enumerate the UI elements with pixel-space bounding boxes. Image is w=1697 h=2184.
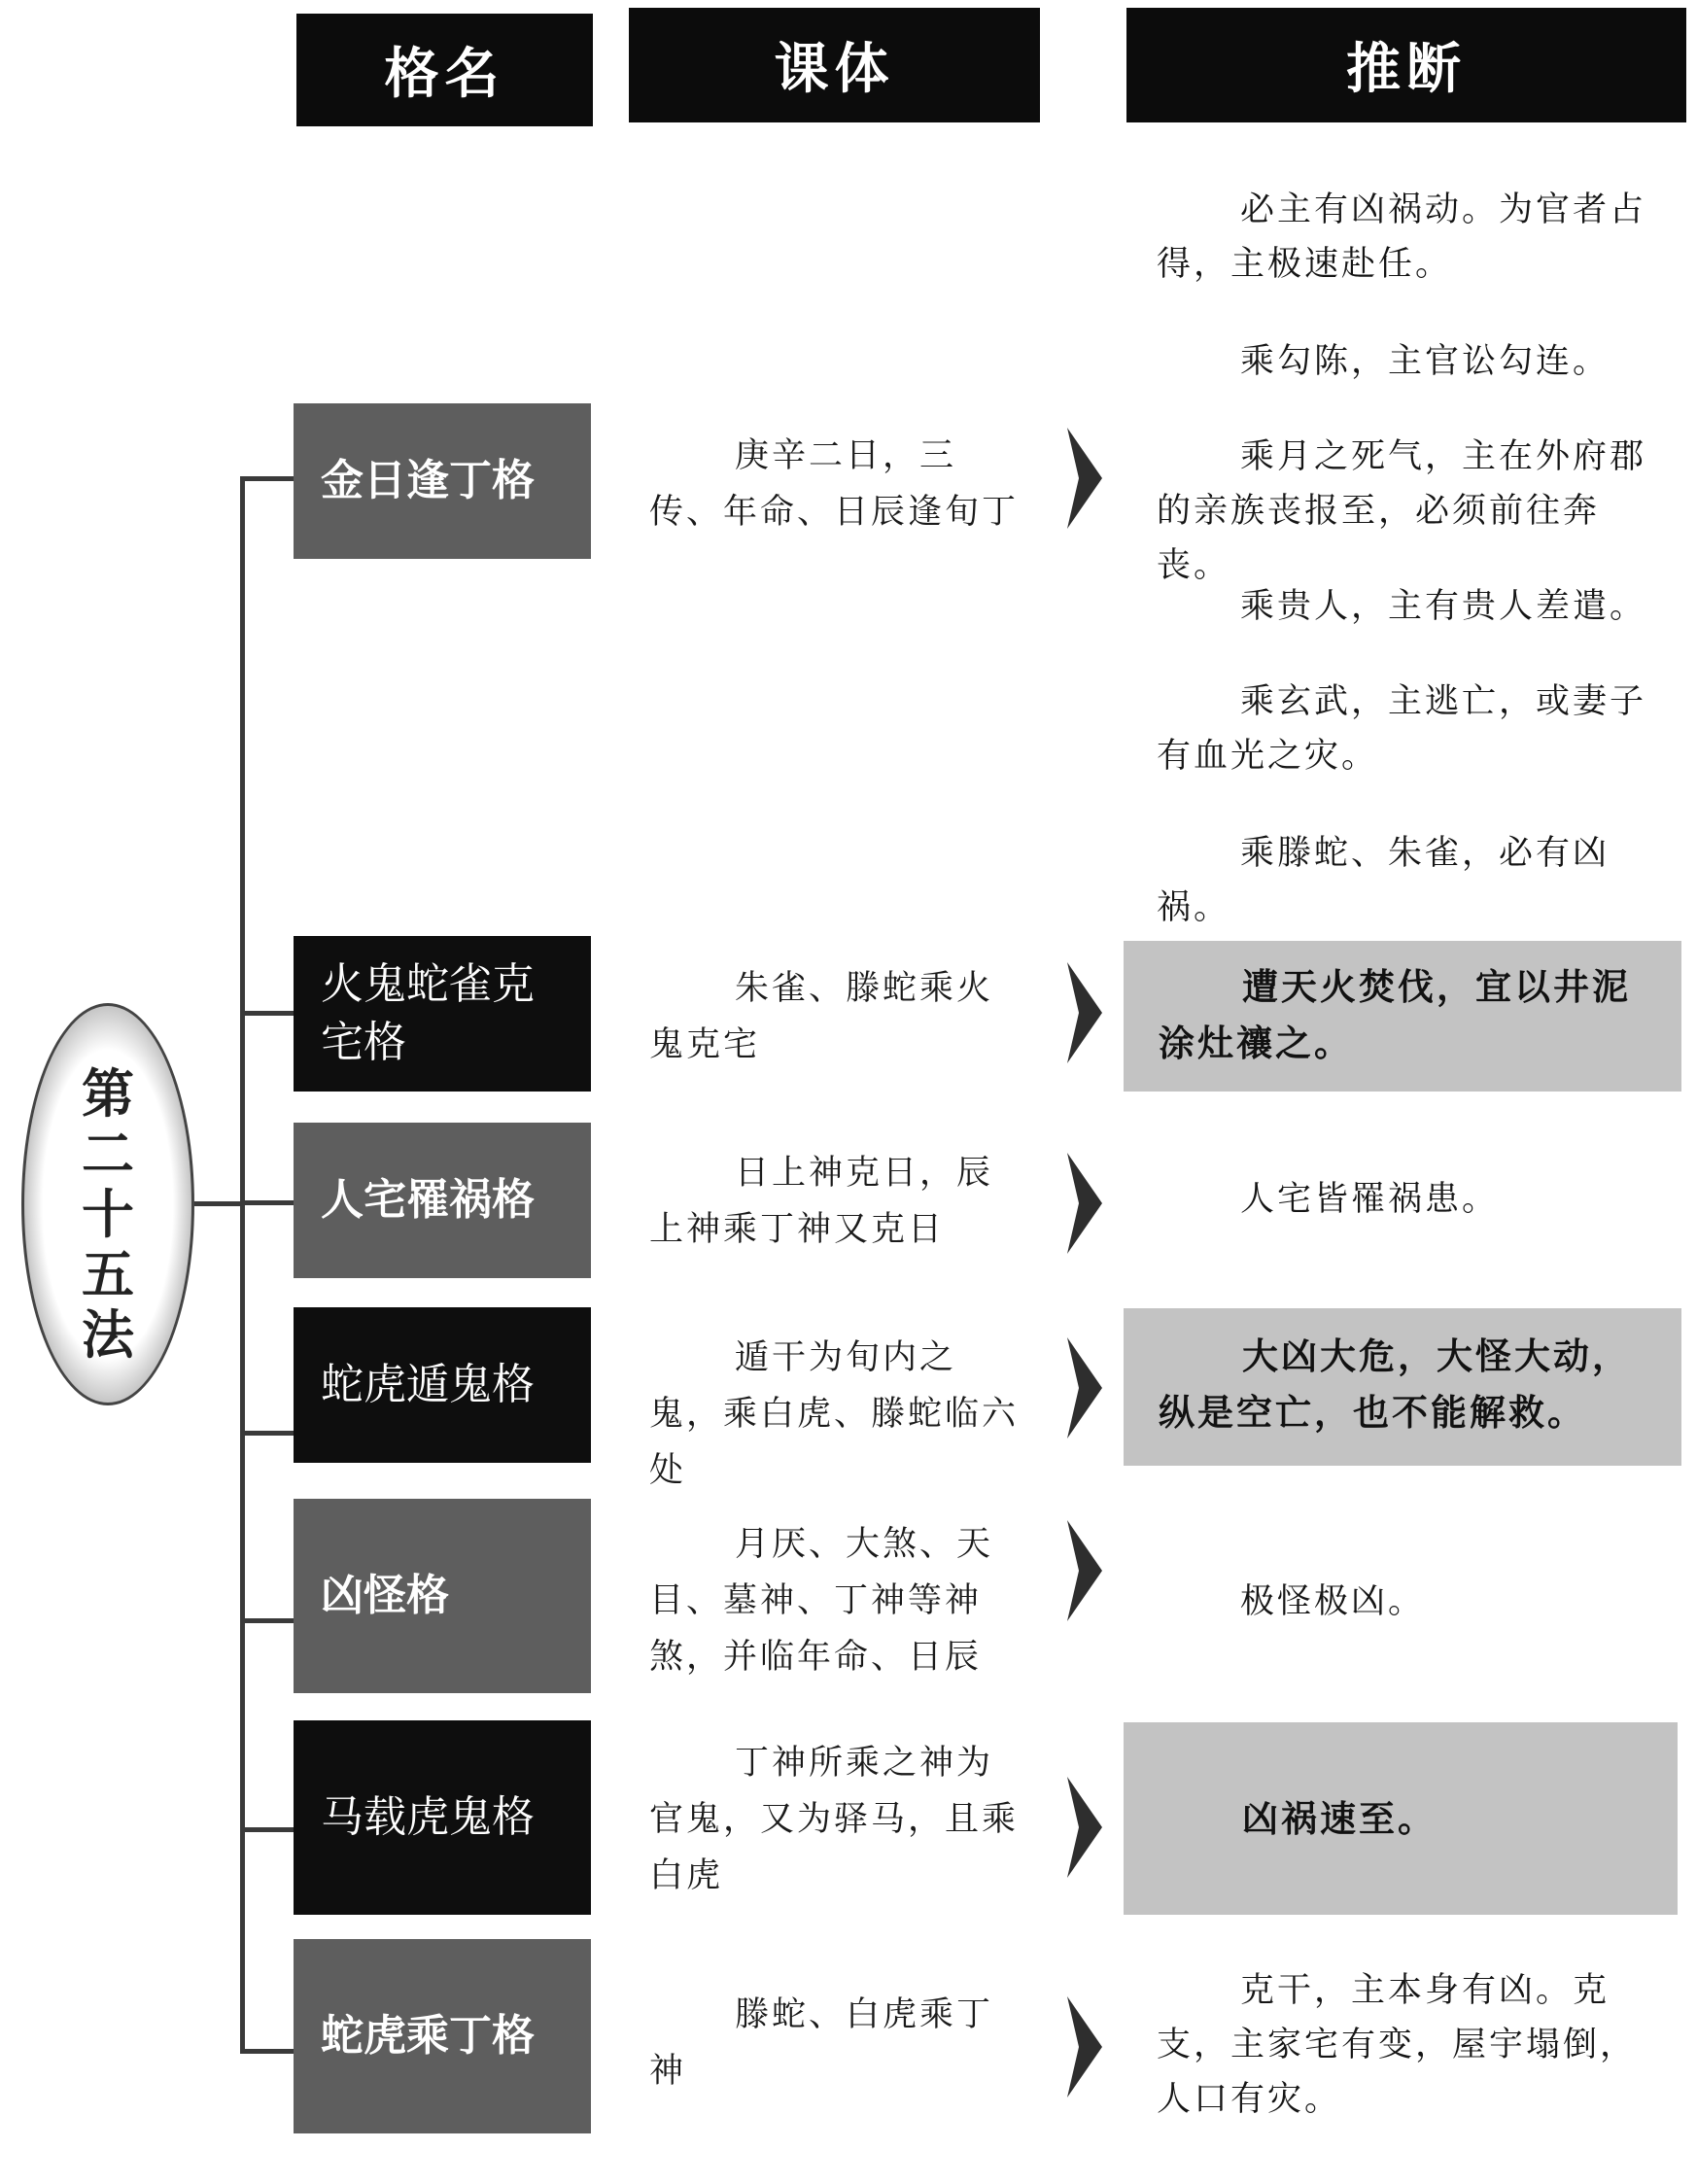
row-3-arrow-icon xyxy=(1065,1153,1104,1254)
method-oval xyxy=(21,1003,194,1405)
tree-branch-4 xyxy=(240,1431,296,1436)
row-3-name: 人宅罹祸格 xyxy=(294,1123,591,1278)
row-2-name: 火鬼蛇雀克宅格 xyxy=(294,936,591,1092)
row-1-inference-2: 乘勾陈，主官讼勾连。 xyxy=(1240,342,1610,381)
row-1-inference-6: 乘滕蛇、朱雀，必有凶祸。 xyxy=(1157,834,1610,927)
tree-branch-3 xyxy=(240,1200,296,1205)
column-header-inference: 推断 xyxy=(1126,8,1686,122)
method-label: 第 二 十 五 法 xyxy=(82,1063,134,1366)
row-5-inference: 极怪极凶。 xyxy=(1240,1582,1426,1621)
tree-trunk-line xyxy=(240,476,245,2051)
column-header-name: 格名 xyxy=(296,14,593,126)
row-4-name: 蛇虎遁鬼格 xyxy=(294,1307,591,1463)
row-7-arrow-icon xyxy=(1065,1996,1104,2097)
row-1-inference-5: 乘玄武，主逃亡，或妻子有血光之灾。 xyxy=(1157,682,1647,776)
row-5-body: 月厌、大煞、天目、墓神、丁神等神煞，并临年命、日辰 xyxy=(649,1525,994,1677)
row-1-arrow-icon xyxy=(1065,428,1104,529)
row-4-arrow-icon xyxy=(1065,1337,1104,1439)
row-2-arrow-icon xyxy=(1065,962,1104,1063)
row-5-arrow-icon xyxy=(1065,1520,1104,1621)
tree-branch-5 xyxy=(240,1618,296,1623)
row-6-arrow-icon xyxy=(1065,1777,1104,1878)
row-4-inference: 大凶大危，大怪大动，纵是空亡，也不能解救。 xyxy=(1159,1335,1631,1434)
row-5-name: 凶怪格 xyxy=(294,1499,591,1693)
row-6-name: 马载虎鬼格 xyxy=(294,1720,591,1915)
row-7-name: 蛇虎乘丁格 xyxy=(294,1939,591,2133)
row-1-name: 金日逢丁格 xyxy=(294,403,591,559)
row-3-body: 日上神克日，辰上神乘丁神又克日 xyxy=(649,1154,994,1249)
row-6-inference: 凶祸速至。 xyxy=(1242,1797,1437,1840)
row-1-body: 庚辛二日，三传、年命、日辰逢旬丁 xyxy=(649,436,1020,532)
row-7-inference: 克干，主本身有凶。克支，主家宅有变，屋宇塌倒，人口有灾。 xyxy=(1157,1971,1638,2119)
column-header-body: 课体 xyxy=(629,8,1040,122)
row-4-body: 遁干为旬内之鬼，乘白虎、滕蛇临六处 xyxy=(649,1338,1020,1490)
row-1-inference-4: 乘贵人，主有贵人差遣。 xyxy=(1240,587,1647,626)
row-3-inference: 人宅皆罹祸患。 xyxy=(1240,1180,1500,1219)
tree-center-link xyxy=(194,1201,243,1206)
row-2-body: 朱雀、滕蛇乘火鬼克宅 xyxy=(649,969,994,1064)
tree-branch-2 xyxy=(240,1011,296,1016)
row-1-inference-1: 必主有凶祸动。为官者占得，主极速赴任。 xyxy=(1157,191,1647,284)
row-2-inference: 遭天火焚伐，宜以井泥涂灶禳之。 xyxy=(1159,965,1631,1064)
row-6-body: 丁神所乘之神为官鬼，又为驿马，且乘白虎 xyxy=(649,1744,1020,1895)
row-7-body: 滕蛇、白虎乘丁神 xyxy=(649,1995,994,2091)
tree-branch-6 xyxy=(240,1827,296,1832)
row-1-inference-3: 乘月之死气，主在外府郡的亲族丧报至，必须前往奔丧。 xyxy=(1157,437,1647,585)
tree-branch-7 xyxy=(240,2049,296,2054)
tree-branch-1 xyxy=(240,476,296,481)
